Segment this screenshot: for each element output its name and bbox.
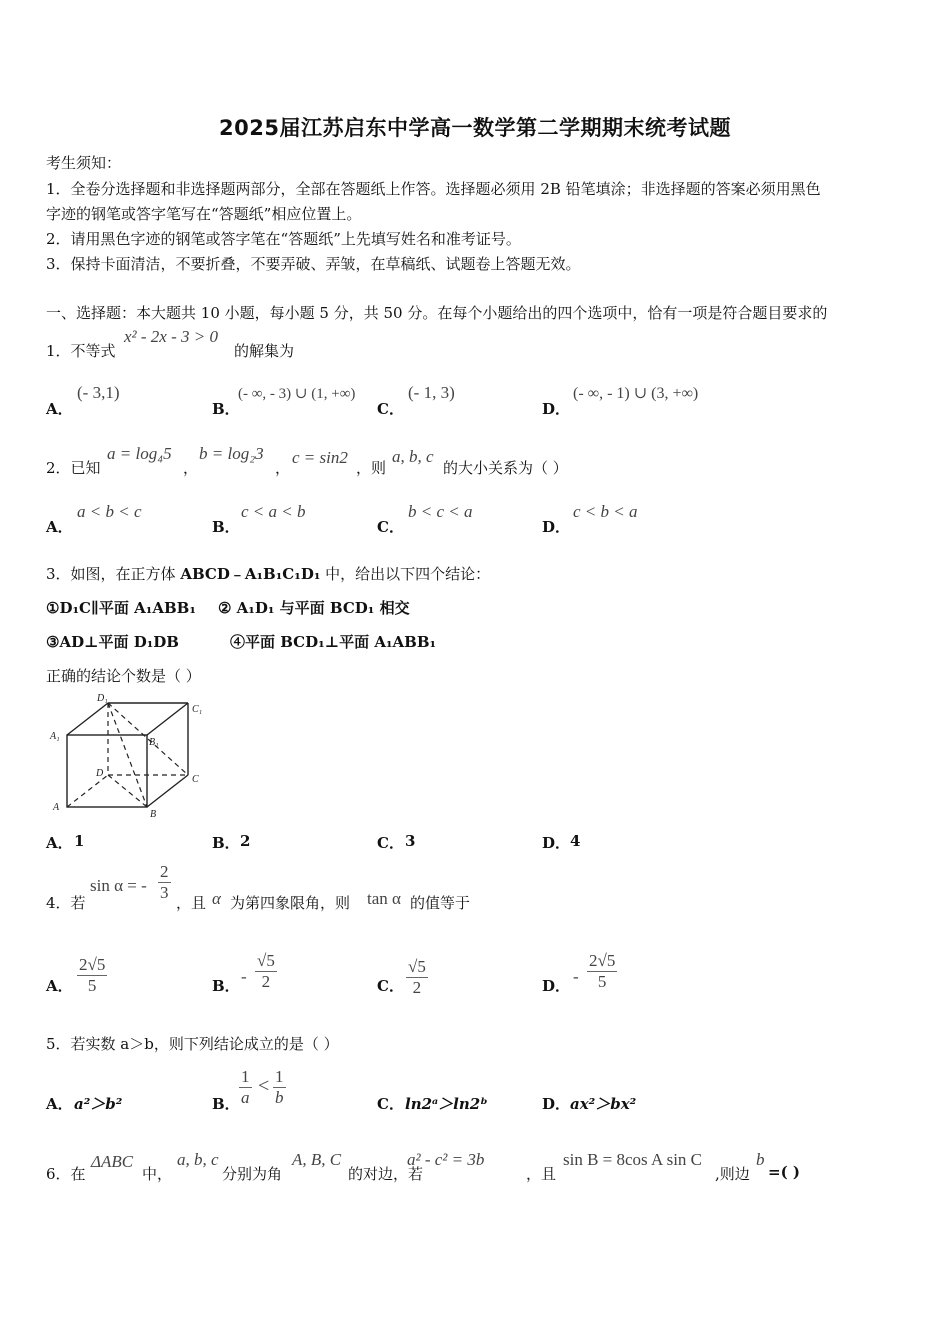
q6-eq2: sin B = 8cos A sin C <box>563 1150 703 1169</box>
q6-abc: a, b, c <box>177 1150 219 1169</box>
label-d: D <box>96 768 104 779</box>
q4-option-a <box>77 955 107 996</box>
q5-option-b-right-den: b <box>275 1088 284 1107</box>
q1-option-b-label: B． <box>212 400 240 418</box>
q5-option-b-label: B． <box>212 1095 240 1113</box>
q4-suffix: 的值等于 <box>410 894 471 912</box>
label-c: C <box>192 774 199 785</box>
q4-option-b <box>255 951 277 992</box>
q4-mid2: 为第四象限角，则 <box>230 894 351 912</box>
q6-triangle: ΔABC <box>91 1152 134 1171</box>
q1-option-c-label: C． <box>377 400 404 418</box>
q4-option-c-den: 2 <box>412 978 422 997</box>
q1-suffix: 的解集为 <box>234 342 295 360</box>
q4-alpha: α <box>212 889 221 908</box>
q3-option-a: 1 <box>74 832 85 850</box>
q1-inequality: x² - 2x - 3 > 0 <box>124 327 218 346</box>
q4-option-c <box>406 957 428 998</box>
q2-option-d-label: D． <box>542 518 571 536</box>
label-d1: D₁ <box>97 693 108 704</box>
q5-option-d: ax²＞bx² <box>570 1095 637 1113</box>
q5-option-a-label: A． <box>46 1095 73 1113</box>
q4-tan: tan α <box>367 889 401 908</box>
q3-stem-suffix: 中，给出以下四个结论： <box>320 565 491 583</box>
q2-comma-2: ， <box>275 459 291 477</box>
q3-conclusion-4: ④平面 BCD₁⊥平面 A₁ABB₁ <box>230 633 437 651</box>
q1-option-d: (- ∞, - 1) ∪ (3, +∞) <box>573 385 699 402</box>
q5-option-c-label: C． <box>377 1095 404 1113</box>
cube-edge-b1c1 <box>147 703 188 735</box>
q3-ask: 正确的结论个数是（ ） <box>46 667 201 685</box>
q2-abc: a, b, c <box>392 447 434 466</box>
label-b1: B₁ <box>149 737 159 748</box>
q4-option-a-den: 5 <box>87 976 97 995</box>
q6-p4: 的对边，若 <box>348 1165 424 1183</box>
label-c1: C₁ <box>192 704 203 715</box>
q2-option-c: b < c < a <box>408 502 473 521</box>
q2-b-def: b = log₂3 <box>199 444 264 463</box>
cube-diag-d1b <box>108 703 147 807</box>
q1-option-a-label: A． <box>46 400 73 418</box>
q3-conclusion-3: ③AD⊥平面 D₁DB <box>46 633 179 651</box>
q2-mid: ，则 <box>356 459 387 477</box>
notice-line-1b: 字迹的钢笔或答字笔写在“答题纸”相应位置上。 <box>46 205 362 223</box>
q2-c-def: c = sin2 <box>292 448 348 467</box>
q6-p7: =( ) <box>768 1163 800 1181</box>
q4-option-c-label: C． <box>377 977 404 995</box>
label-a1: A₁ <box>50 731 60 742</box>
q6-p6: ,则边 <box>715 1165 750 1183</box>
q6-b: b <box>756 1150 765 1169</box>
q2-option-a-label: A． <box>46 518 73 536</box>
cube-front-face <box>67 735 147 807</box>
cube-edge-ad <box>67 775 108 807</box>
q3-stem-prefix: 3．如图，在正方体 <box>46 565 181 583</box>
q2-option-d: c < b < a <box>573 502 638 521</box>
q5-option-a: a²＞b² <box>74 1095 123 1113</box>
q1-option-c: (- 1, 3) <box>408 383 455 402</box>
q5-option-b-left-den: a <box>241 1088 250 1107</box>
q4-option-d-num: 2√5 <box>589 951 616 970</box>
q4-mid: ，且 <box>176 894 207 912</box>
q5-option-d-label: D． <box>542 1095 571 1113</box>
notice-line-2: 2．请用黑色字迹的钢笔或答字笔在“答题纸”上先填写姓名和准考证号。 <box>46 230 521 248</box>
q3-conclusion-1: ①D₁C∥平面 A₁ABB₁ <box>46 599 196 617</box>
q4-option-c-num: √5 <box>408 957 426 976</box>
q4-option-b-sign: - <box>241 967 247 986</box>
q4-option-a-num: 2√5 <box>79 955 106 974</box>
q6-angles: A, B, C <box>292 1150 342 1169</box>
q4-option-d-den: 5 <box>597 972 607 991</box>
q1-prefix: 1．不等式 <box>46 342 116 360</box>
notice-line-3: 3．保持卡面清洁，不要折叠，不要弄破、弄皱，在草稿纸、试题卷上答题无效。 <box>46 255 581 273</box>
q2-comma-1: ， <box>183 459 199 477</box>
q5-option-b-left <box>239 1067 252 1108</box>
label-b: B <box>150 809 157 820</box>
cube-edge-bc <box>147 775 188 807</box>
cube-edge-a1d1 <box>67 703 108 735</box>
q6-eq1: a² - c² = 3b <box>407 1150 485 1169</box>
q5-option-b-right-num: 1 <box>275 1067 284 1086</box>
section-heading: 一、选择题：本大题共 10 小题，每小题 5 分，共 50 分。在每个小题给出的四个选项中，恰有一项是符合题目要求的 <box>46 304 828 322</box>
q6-p1: 6．在 <box>46 1165 86 1183</box>
q4-fraction-num: 2 <box>160 862 169 881</box>
q3-option-b: 2 <box>240 832 251 850</box>
q5-option-b-op: < <box>258 1075 270 1097</box>
q6-p2: 中， <box>142 1165 173 1183</box>
q1-option-a: (- 3,1) <box>77 383 120 402</box>
q4-option-b-den: 2 <box>261 972 271 991</box>
q4-fraction <box>158 862 171 903</box>
q1-option-b: (- ∞, - 3) ∪ (1, +∞) <box>238 386 356 402</box>
q5-option-c: ln2ᵃ＞ln2ᵇ <box>405 1095 488 1113</box>
q2-option-c-label: C． <box>377 518 404 536</box>
q6-p3: 分别为角 <box>222 1165 283 1183</box>
q4-option-b-num: √5 <box>257 951 275 970</box>
q5-stem: 5．若实数 a＞b，则下列结论成立的是（ ） <box>46 1035 339 1053</box>
q2-option-b: c < a < b <box>241 502 306 521</box>
q3-option-d: 4 <box>570 832 581 850</box>
q4-option-d-sign: - <box>573 967 579 986</box>
notice-line-1a: 1．全卷分选择题和非选择题两部分，全部在答题纸上作答。选择题必须用 2B 铅笔填涂；非选择题的答案必须用黑色 <box>46 180 821 198</box>
q5-option-b-right <box>273 1067 286 1108</box>
q2-prefix: 2．已知 <box>46 459 101 477</box>
q1-option-d-label: D． <box>542 400 571 418</box>
q5-option-b-left-num: 1 <box>241 1067 250 1086</box>
q2-a-def: a = log₄5 <box>107 444 172 463</box>
q6-p5: ，且 <box>526 1165 557 1183</box>
cube-figure <box>40 690 220 825</box>
q4-option-d-label: D． <box>542 977 571 995</box>
q3-cube-name: ABCD﹣A₁B₁C₁D₁ <box>180 565 321 583</box>
q4-prefix: 4．若 <box>46 894 86 912</box>
q3-conclusion-2: ② A₁D₁ 与平面 BCD₁ 相交 <box>218 599 410 617</box>
q3-option-b-label: B． <box>212 834 240 852</box>
q2-suffix: 的大小关系为（ ） <box>443 459 568 477</box>
q4-option-a-label: A． <box>46 977 73 995</box>
q3-option-c-label: C． <box>377 834 404 852</box>
q3-option-a-label: A． <box>46 834 73 852</box>
q4-sin: sin α = - <box>90 876 147 895</box>
page-title: 2025届江苏启东中学高一数学第二学期期末统考试题 <box>219 116 731 140</box>
q3-stem <box>46 563 490 584</box>
q2-option-b-label: B． <box>212 518 240 536</box>
label-a: A <box>53 802 60 813</box>
q4-option-b-label: B． <box>212 977 240 995</box>
q4-option-d <box>587 951 617 992</box>
q4-fraction-den: 3 <box>160 883 169 902</box>
q2-option-a: a < b < c <box>77 502 142 521</box>
q3-option-d-label: D． <box>542 834 571 852</box>
notice-heading: 考生须知： <box>46 154 122 172</box>
q3-option-c: 3 <box>405 832 416 850</box>
cube-diag-d1c <box>108 703 188 775</box>
